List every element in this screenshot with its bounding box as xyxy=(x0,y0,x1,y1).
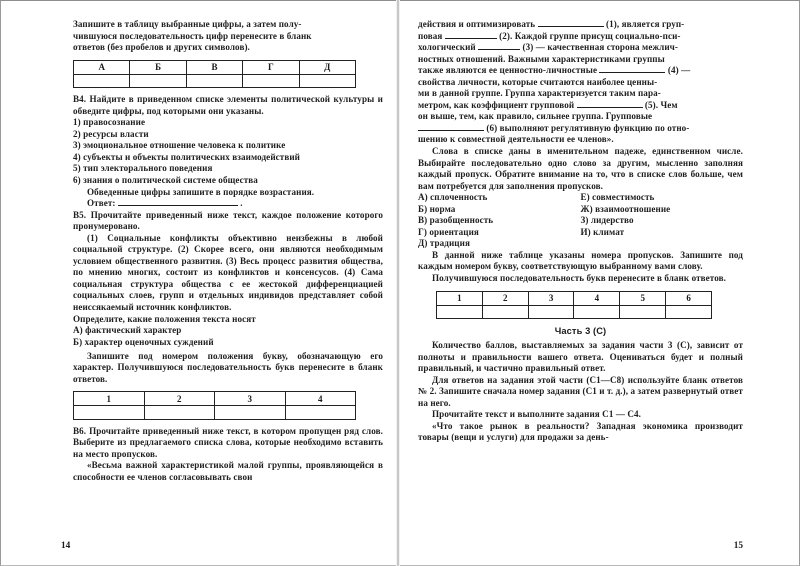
b6-instruction: Слова в списке даны в именительном падеже, единственном числе. Выбирайте последовательно одно слово за другим, мысленно заполняя каждый пропуск. Обратите внимание на то, что в списке слов больше, чем вам потребуется для заполнения пропусков. xyxy=(418,146,743,191)
intro-line-3: ответов (без пробелов и других символов). xyxy=(73,42,250,53)
b6-text-fragment: (2). Каждой группе присущ социально-пси- xyxy=(499,30,681,41)
table-answer-cell[interactable] xyxy=(74,74,130,88)
right-page-content xyxy=(418,19,743,555)
task-b4-option: 6) знания о политической системе общества xyxy=(73,174,258,185)
table-header-cell: 4 xyxy=(285,392,356,406)
table-header-cell: 6 xyxy=(666,291,712,305)
table-header-row xyxy=(437,291,712,305)
intro-line-2: чившуюся последовательность цифр перенесите в бланк xyxy=(73,30,312,41)
table-answer-cell[interactable] xyxy=(299,74,355,88)
page-number-right: 15 xyxy=(733,541,743,551)
table-answer-cell[interactable] xyxy=(482,305,528,319)
page-number-left: 14 xyxy=(61,541,71,551)
task-b5-prompt: Прочитайте приведенный ниже текст, каждое положение которого пронумеровано. xyxy=(73,209,383,232)
table-header-cell: 1 xyxy=(74,392,145,406)
table-header-cell: А xyxy=(74,60,130,74)
table-row xyxy=(74,74,356,88)
word-bank-column-left xyxy=(418,192,581,250)
table-answer-cell[interactable] xyxy=(186,74,242,88)
task-b4-option: 2) ресурсы власти xyxy=(73,128,149,139)
word-bank-column-right xyxy=(581,192,744,250)
part-3-paragraph: Количество баллов, выставляемых за задания части 3 (С), зависит от полноты и правильности вашего ответа. Оцениваться будет и полный правильный, и частично правильный ответ. xyxy=(418,340,743,374)
task-b5-choice: А) фактический характер xyxy=(73,325,182,336)
b6-text-fragment: (1), является груп- xyxy=(605,19,685,29)
right-page xyxy=(398,0,800,566)
b6-continued-line xyxy=(418,123,743,135)
b6-continued-line: ностных отношений. Важными характеристиками группы xyxy=(418,53,665,64)
b6-text-fragment: (6) выполняют регулятивную функцию по отно- xyxy=(486,122,690,133)
b6-text-fragment: метром, как коэффициент групповой xyxy=(418,99,575,110)
part-3-paragraph: Для ответов на задания этой части (С1—С8) используйте бланк ответов № 2. Запишите сначала номер задания (С1 и т. д.), а затем развернутый ответ на него. xyxy=(418,374,743,408)
table-answer-cell[interactable] xyxy=(74,406,145,420)
word-option: Ж) взаимоотношение xyxy=(580,203,671,214)
table-header-cell: Д xyxy=(299,60,355,74)
task-b5-choice: Б) характер оценочных суждений xyxy=(73,336,214,347)
table-row xyxy=(437,305,712,319)
table-answer-cell[interactable] xyxy=(144,406,215,420)
task-b4-label: В4. xyxy=(73,94,87,105)
table-header-cell: 1 xyxy=(437,291,483,305)
left-page-content xyxy=(73,19,383,555)
word-option: А) сплоченность xyxy=(418,192,488,203)
task-b4-instruction: Обведенные цифры запишите в порядке возрастания. xyxy=(87,186,315,197)
task-b6-passage-start: «Весьма важной характеристикой малой группы, проявляющейся в способности ее членов согласовывать свои xyxy=(73,460,383,482)
b6-instruction-3: Получившуюся последовательность букв перенесите в бланк ответов. xyxy=(432,273,727,284)
fill-blank-2[interactable] xyxy=(445,31,497,38)
answer-table-abvgd xyxy=(73,60,356,89)
task-b6-prompt: Прочитайте приведенный ниже текст, в котором пропущен ряд слов. Выберите из предлагаемого списка слова, которые необходимо вставить на место пропусков. xyxy=(73,425,383,459)
task-b5-instruction: Запишите под номером положения букву, обозначающую его характер. Получившуюся последовательность букв перенесите в бланк ответов. xyxy=(73,350,383,384)
b6-continued-line: он выше, тем, как правило, сильнее группа. Групповые xyxy=(418,111,653,122)
b6-text-fragment: также являются ее ценностно-личностные xyxy=(418,65,598,76)
task-b4-answer-line: Ответ: . xyxy=(87,198,243,209)
word-option: В) разобщенность xyxy=(418,215,494,226)
fill-blank-6[interactable] xyxy=(418,124,484,131)
b6-text-fragment: действия и оптимизировать xyxy=(418,19,536,29)
table-header-cell: 2 xyxy=(144,392,215,406)
task-b5-label: В5. xyxy=(73,209,87,220)
b6-continued-line xyxy=(418,19,743,31)
table-answer-cell[interactable] xyxy=(620,305,666,319)
answer-table-b5 xyxy=(73,391,356,420)
part-3-paragraph: «Что такое рынок в реальности? Западная экономика производит товары (вещи и услуги) для продажи за день- xyxy=(418,420,743,443)
table-header-row xyxy=(74,392,356,406)
part-3-heading: Часть 3 (С) xyxy=(554,326,607,337)
task-b4 xyxy=(73,94,383,117)
b6-text-fragment: хологический xyxy=(418,42,476,53)
left-page xyxy=(0,0,398,566)
table-header-cell: Г xyxy=(243,60,299,74)
part-3-paragraph: Прочитайте текст и выполните задания С1 — С4. xyxy=(432,409,642,420)
b6-instruction-2: В данной ниже таблице указаны номера пропусков. Запишите под каждым номером букву, соответствующую выбранному вами слову. xyxy=(418,249,743,272)
table-answer-cell[interactable] xyxy=(574,305,620,319)
word-option: Б) норма xyxy=(418,203,456,214)
b6-continued-line xyxy=(418,100,743,112)
task-b4-option: 5) тип электорального поведения xyxy=(73,163,213,174)
table-header-cell: 4 xyxy=(574,291,620,305)
b6-word-bank xyxy=(418,192,743,250)
word-option: И) климат xyxy=(580,226,625,237)
b6-text-fragment: (4) — xyxy=(667,65,691,76)
table-answer-cell[interactable] xyxy=(130,74,186,88)
table-header-cell: Б xyxy=(130,60,186,74)
table-answer-cell[interactable] xyxy=(666,305,712,319)
task-b5-passage: (1) Социальные конфликты объективно неизбежны в любой социальной структуре. (2) Скорее всего, они являются необходимым условием общественного развития. (3) Весь процесс развития общества, по мнению многих, состоит из конфликтов и консенсусов. (4) Сама социальная структура общества с ее жестокой дифференциацией социальных слоев, групп и отдельных индивидов представляет собой неиссякаемый источник конфликтов. xyxy=(73,232,383,312)
b6-continued-line: свойства личности, которые считаются наиболее ценны- xyxy=(418,76,658,87)
b6-text-fragment: (5). Чем xyxy=(644,99,678,110)
table-row xyxy=(74,406,356,420)
table-answer-cell[interactable] xyxy=(437,305,483,319)
b6-continued-line xyxy=(418,65,743,77)
task-b5-question: Определите, какие положения текста носят xyxy=(73,313,256,324)
fill-blank-5[interactable] xyxy=(577,101,643,108)
table-header-cell: 3 xyxy=(528,291,574,305)
fill-blank-1[interactable] xyxy=(538,20,604,27)
table-header-row xyxy=(74,60,356,74)
table-header-cell: 5 xyxy=(620,291,666,305)
table-answer-cell[interactable] xyxy=(215,406,286,420)
answer-table-b6 xyxy=(436,291,712,320)
task-b4-option: 3) эмоциональное отношение человека к политике xyxy=(73,140,286,151)
table-answer-cell[interactable] xyxy=(285,406,356,420)
answer-label: Ответ: xyxy=(87,198,116,209)
b6-text-fragment: повая xyxy=(418,30,443,41)
word-option: Е) совместимость xyxy=(580,192,655,203)
b6-continued-line xyxy=(418,42,743,54)
b6-continued-line xyxy=(418,31,743,43)
intro-line-1: Запишите в таблицу выбранные цифры, а затем полу- xyxy=(73,19,302,29)
task-b4-option: 4) субъекты и объекты политических взаимодействий xyxy=(73,151,300,162)
task-b4-option: 1) правосознание xyxy=(73,117,146,128)
task-b5 xyxy=(73,210,383,233)
fill-blank-4[interactable] xyxy=(599,66,665,73)
table-header-cell: В xyxy=(186,60,242,74)
table-answer-cell[interactable] xyxy=(528,305,574,319)
word-option: Д) традиция xyxy=(418,238,470,249)
task-b6-label: В6. xyxy=(73,425,87,436)
b6-continued-line: шению к совместной деятельности ее членов». xyxy=(418,134,614,145)
word-option: Г) ориентация xyxy=(418,226,479,237)
table-header-cell: 2 xyxy=(482,291,528,305)
b6-continued-line: ми в данной группе. Группа характеризуется таким пара- xyxy=(418,88,661,99)
b6-text-fragment: (3) — качественная сторона межлич- xyxy=(522,42,679,53)
answer-blank[interactable] xyxy=(118,199,238,206)
task-b6 xyxy=(73,426,383,461)
table-answer-cell[interactable] xyxy=(243,74,299,88)
table-header-cell: 3 xyxy=(215,392,286,406)
fill-blank-3[interactable] xyxy=(478,43,520,50)
word-option: З) лидерство xyxy=(580,215,634,226)
task-b4-prompt: Найдите в приведенном списке элементы политической культуры и обведите цифры, под которыми они указаны. xyxy=(73,94,383,116)
